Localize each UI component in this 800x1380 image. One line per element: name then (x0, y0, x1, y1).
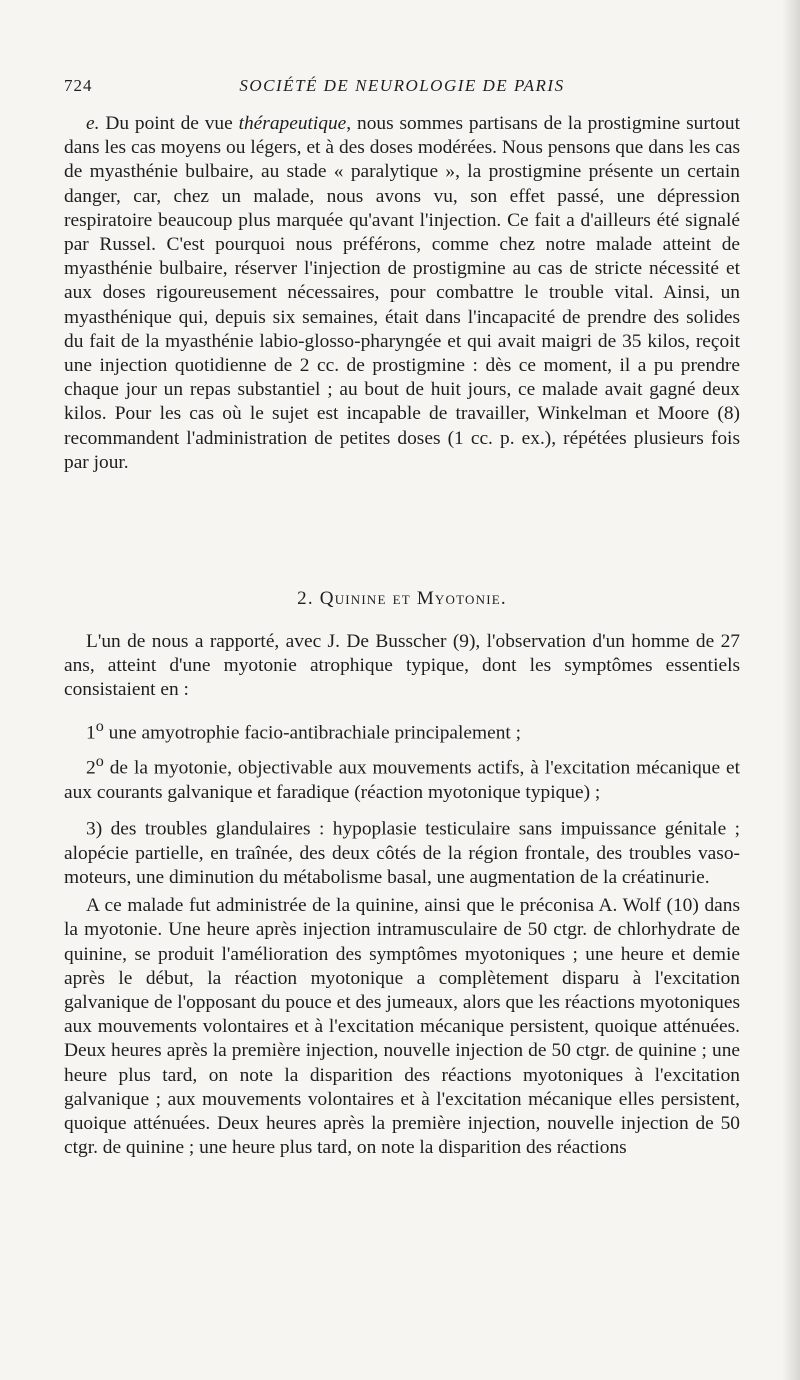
paragraph-therapeutique (64, 112, 740, 475)
symptom-item-3 (64, 811, 740, 890)
section-heading: 2. Quinine et Myotonie. (297, 588, 507, 609)
italic-term: thérapeutique (238, 113, 347, 134)
item-marker-sup: o (95, 717, 104, 735)
page-number: 724 (64, 76, 93, 95)
running-head (64, 76, 740, 100)
page-edge-shadow (782, 0, 800, 1380)
item-marker: 3) (86, 818, 103, 840)
paragraph-intro: Du point de vue (105, 113, 239, 134)
section-e-block (64, 112, 740, 475)
journal-title: SOCIÉTÉ DE NEUROLOGIE DE PARIS (239, 76, 565, 95)
paragraph-body: , nous sommes partisans de la prostigmine surtout dans les cas moyens ou légers, et à des doses modérées. Nous pensons que dans les cas de myasthénie bulbaire, au stade « paralytique », la prostigmine présente un certain danger, car, chez un malade, nous avons vu, son effet passé, une dépression respiratoire beaucoup plus marquée qu'avant l'injection. Ce fait a d'ailleurs été signalé par Russel. C'est pourquoi nous préférons, comme chez notre malade atteint de myasthénie bulbaire, réserver l'injection de prostigmine au cas de stricte nécessité et aux doses rigoureusement nécessaires, pour combattre le trouble vital. Ainsi, un myasthénique qui, depuis six semaines, était dans l'incapacité de prendre des solides du fait de la myasthénie labio-glosso-pharyngée et qui avait maigri de 35 kilos, reçoit une injection quotidienne de 2 cc. de prostigmine : dès ce moment, il a pu prendre chaque jour un repas substantiel ; au bout de huit jours, ce malade avait gagné deux kilos. Pour les cas où le sujet est incapable de travailler, Winkelman et Moore (8) recommandent l'administration de petites doses (1 cc. p. ex.), répétées plusieurs fois par jour. (64, 113, 741, 473)
item-marker: 2 (86, 757, 96, 779)
item-text: des troubles glandulaires : hypoplasie testiculaire sans impuissance génitale ; alopécie partielle, en traînée, des deux côtés de la région frontale, des troubles vaso-moteurs, une diminution du métabolisme basal, une augmentation de la créatinurie. (64, 818, 740, 889)
paragraph-lead-letter: e. (86, 113, 100, 134)
symptom-item-2 (64, 750, 740, 805)
item-text: une amyotrophie facio-antibrachiale principalement ; (103, 722, 522, 744)
symptom-item-1 (64, 715, 740, 746)
paragraph-quinine-treatment: A ce malade fut administrée de la quinine, ainsi que le préconisa A. Wolf (10) dans la myotonie. Une heure après injection intramusculaire de 50 ctgr. de chlorhydrate de quinine, se produit l'amélioration des symptômes myotoniques ; une heure et demie après le début, la réaction myotonique a complètement disparu à l'excitation galvanique de l'opposant du pouce et des jumeaux, alors que les réactions myotoniques aux mouvements volontaires et à l'excitation mécanique persistent, quoique atténuées. Deux heures après la première injection, nouvelle injection de 50 ctgr. de quinine ; une heure plus tard, on note la disparition des réactions myotoniques à l'excitation galvanique ; aux mouvements volontaires et à l'excitation mécanique elles persistent, quoique atténuées. Deux heures après la première injection, nouvelle injection de 50 ctgr. de quinine ; une heure plus tard, on note la disparition des réactions (64, 895, 740, 1159)
item-marker: 1 (86, 722, 96, 744)
item-marker-sup: o (95, 753, 104, 771)
section-2-block (64, 630, 740, 1160)
item-text: de la myotonie, objectivable aux mouvements actifs, à l'excitation mécanique et aux courants galvanique et faradique (réaction myotonique typique) ; (64, 757, 740, 803)
paragraph-observation: L'un de nous a rapporté, avec J. De Busscher (9), l'observation d'un homme de 27 ans, atteint d'une myotonie atrophique typique, dont les symptômes essentiels consistaient en : (64, 631, 740, 701)
